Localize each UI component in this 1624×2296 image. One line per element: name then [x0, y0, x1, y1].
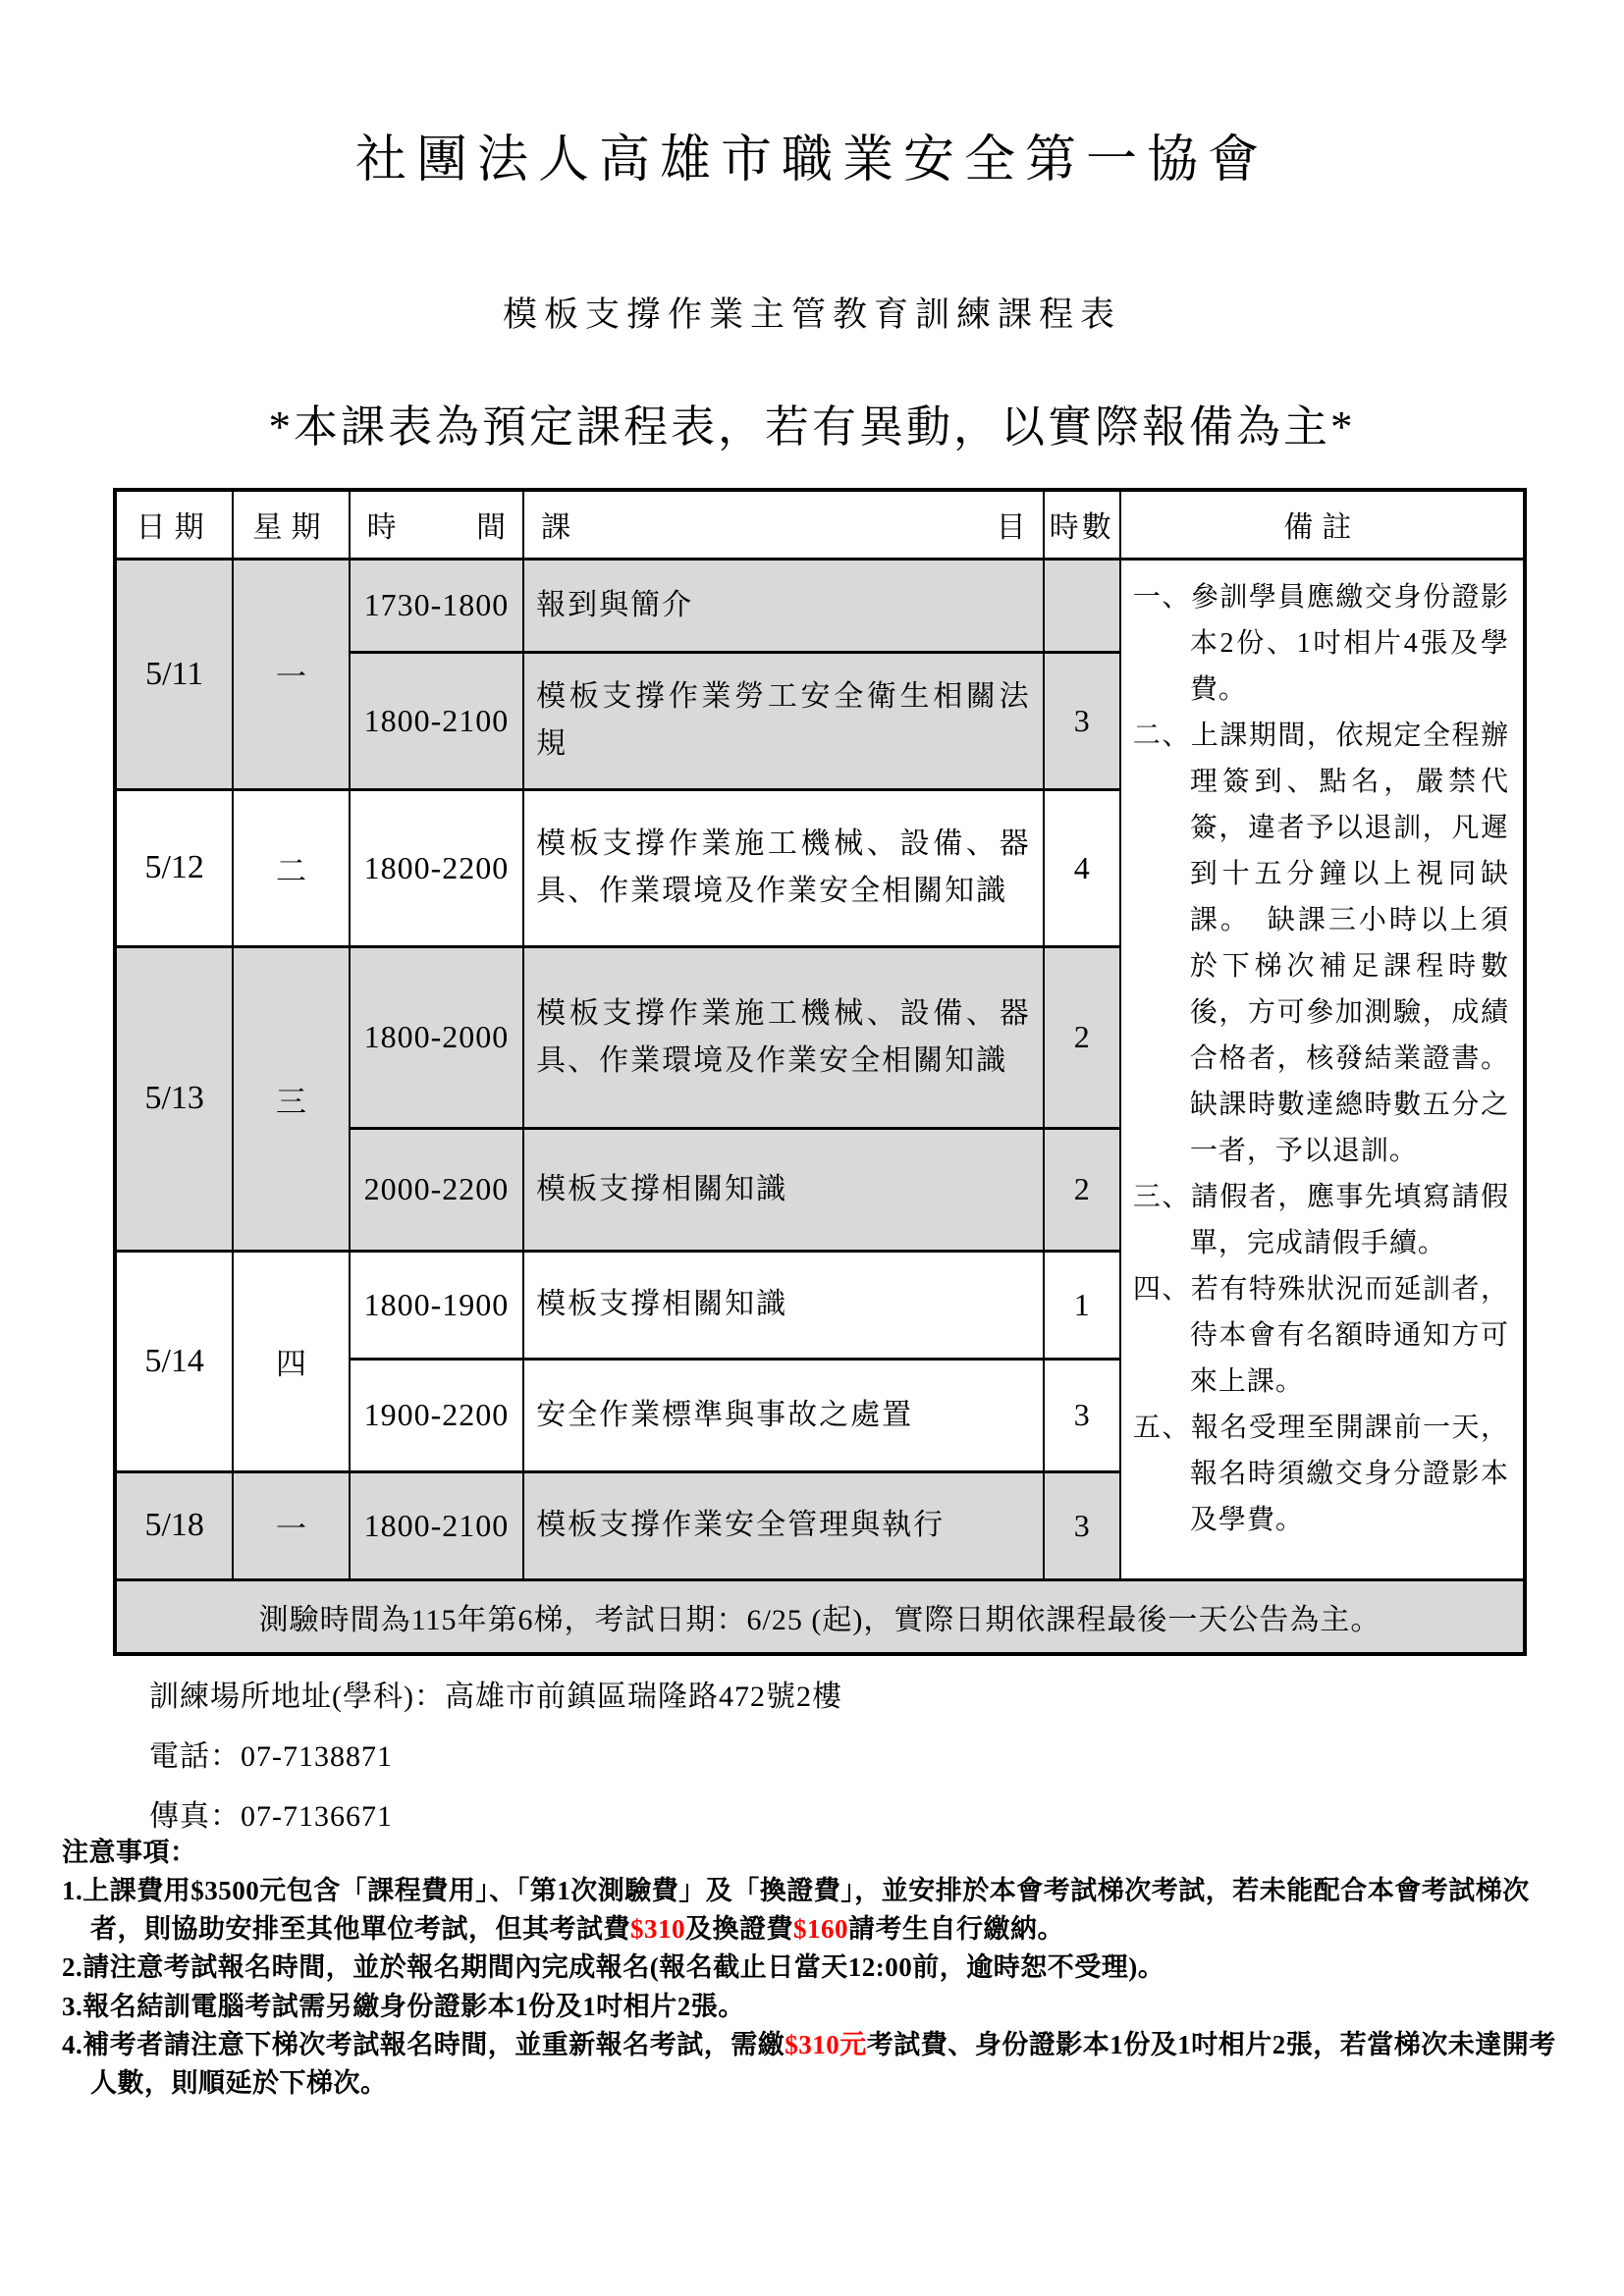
note-text: 及換證費 [685, 1914, 793, 1945]
time-header-first-char: 時 [366, 511, 397, 545]
time-cell: 2000-2200 [350, 1128, 523, 1251]
column-header-weekday: 星期 [233, 490, 349, 559]
note-item-2: 2.請注意考試報名時間，並於報名期間內完成報名(報名截止日當天12:00前，逾時恕不受理)。 [62, 1952, 1165, 1983]
course-cell: 模板支撐作業施工機械、設備、器具、作業環境及作業安全相關知識 [523, 789, 1043, 946]
course-cell: 安全作業標準與事故之處置 [523, 1359, 1043, 1471]
time-cell: 1800-2100 [350, 652, 523, 789]
note-item-1 [62, 1872, 1579, 1949]
weekday-cell: 四 [233, 1251, 349, 1471]
course-cell: 模板支撐相關知識 [523, 1251, 1043, 1359]
page-subtitle: 模板支撐作業主管教育訓練課程表 [502, 295, 1121, 334]
column-header-course [523, 490, 1043, 559]
weekday-cell: 二 [233, 789, 349, 946]
hours-cell: 2 [1044, 946, 1120, 1128]
time-cell: 1800-2000 [350, 946, 523, 1128]
time-header-last-char: 間 [476, 511, 507, 545]
remarks-cell [1120, 559, 1525, 1579]
training-address: 訓練場所地址(學科)：高雄市前鎮區瑞隆路472號2樓 [149, 1681, 842, 1713]
course-cell: 模板支撐作業安全管理與執行 [523, 1471, 1043, 1579]
exam-info-text: 測驗時間為115年第6梯，考試日期：6/25 (起)，實際日期依課程最後一天公告為主。 [115, 1579, 1525, 1654]
course-cell: 模板支撐作業勞工安全衛生相關法規 [523, 652, 1043, 789]
remark-item: 一、參訓學員應繳交身份證影本2份、1吋相片4張及學費。 [1132, 581, 1509, 705]
time-cell: 1800-2100 [350, 1471, 523, 1579]
time-cell: 1900-2200 [350, 1359, 523, 1471]
weekday-cell: 三 [233, 946, 349, 1251]
schedule-disclaimer: *本課表為預定課程表，若有異動，以實際報備為主* [268, 402, 1356, 452]
remark-item: 五、報名受理至開課前一天，報名時須繳交身分證影本及學費。 [1132, 1413, 1509, 1536]
note-text: 請考生自行繳納。 [848, 1914, 1064, 1945]
table-header-row [115, 490, 1525, 559]
course-header-last-char: 目 [996, 511, 1026, 545]
date-cell: 5/12 [115, 789, 233, 946]
hours-cell: 2 [1044, 1128, 1120, 1251]
note-item-4 [62, 2026, 1579, 2103]
retake-fee-highlight: $310元 [785, 2029, 867, 2059]
remark-item: 四、若有特殊狀況而延訓者，待本會有名額時通知方可來上課。 [1132, 1273, 1509, 1398]
course-cell: 報到與簡介 [523, 559, 1043, 652]
course-cell: 模板支撐作業施工機械、設備、器具、作業環境及作業安全相關知識 [523, 946, 1043, 1128]
weekday-cell: 一 [233, 1471, 349, 1579]
exam-fee-highlight: $310 [630, 1914, 685, 1945]
hours-cell: 4 [1044, 789, 1120, 946]
column-header-date: 日期 [115, 490, 233, 559]
column-header-time [350, 490, 523, 559]
license-fee-highlight: $160 [793, 1914, 848, 1945]
hours-cell: 3 [1044, 1359, 1120, 1471]
time-cell: 1730-1800 [350, 559, 523, 652]
course-cell: 模板支撐相關知識 [523, 1128, 1043, 1251]
date-cell: 5/11 [115, 559, 233, 789]
hours-cell: 3 [1044, 652, 1120, 789]
date-cell: 5/14 [115, 1251, 233, 1471]
note-text: 4.補考者請注意下梯次考試報名時間，並重新報名考試，需繳 [62, 2029, 785, 2059]
time-cell: 1800-2200 [350, 789, 523, 946]
schedule-row [115, 559, 1525, 652]
course-schedule-table [113, 488, 1527, 1656]
page-title: 社團法人高雄市職業安全第一協會 [354, 133, 1269, 188]
hours-cell [1044, 559, 1120, 652]
remark-item: 二、上課期間，依規定全程辦理簽到、點名，嚴禁代簽，違者予以退訓，凡遲到十五分鐘以上視同缺課。 缺課三小時以上須於下梯次補足課程時數後，方可參加測驗，成績合格者，核發結業證書。缺課時數達總時數五分之一者，予以退訓。 [1132, 720, 1509, 1166]
notes-block [62, 1834, 1579, 2103]
hours-cell: 1 [1044, 1251, 1120, 1359]
weekday-cell: 一 [233, 559, 349, 789]
notes-heading: 注意事項： [62, 1838, 197, 1867]
note-item-3: 3.報名結訓電腦考試需另繳身份證影本1份及1吋相片2張。 [62, 1991, 745, 2021]
column-header-hours: 時數 [1044, 490, 1120, 559]
column-header-remarks: 備註 [1120, 490, 1525, 559]
phone-number: 電話：07-7138871 [149, 1740, 393, 1773]
exam-info-row [115, 1579, 1525, 1654]
remark-item: 三、請假者，應事先填寫請假單，完成請假手續。 [1132, 1181, 1509, 1258]
time-cell: 1800-1900 [350, 1251, 523, 1359]
date-cell: 5/13 [115, 946, 233, 1251]
course-header-first-char: 課 [541, 511, 571, 545]
date-cell: 5/18 [115, 1471, 233, 1579]
note-text: 1.上課費用$3500元包含「課程費用」、「第1次測驗費」及「換證費」，並安排於本會考試梯次考試，若未能配合本會考試梯次者，則協助安排至其他單位考試，但其考試費 [62, 1876, 1530, 1945]
hours-cell: 3 [1044, 1471, 1120, 1579]
note-text: 考試費、身份證影本1份及1吋相片2張，若當梯次未達開考人數，則順延於下梯次。 [90, 2029, 1556, 2098]
fax-number: 傳真：07-7136671 [149, 1800, 393, 1833]
